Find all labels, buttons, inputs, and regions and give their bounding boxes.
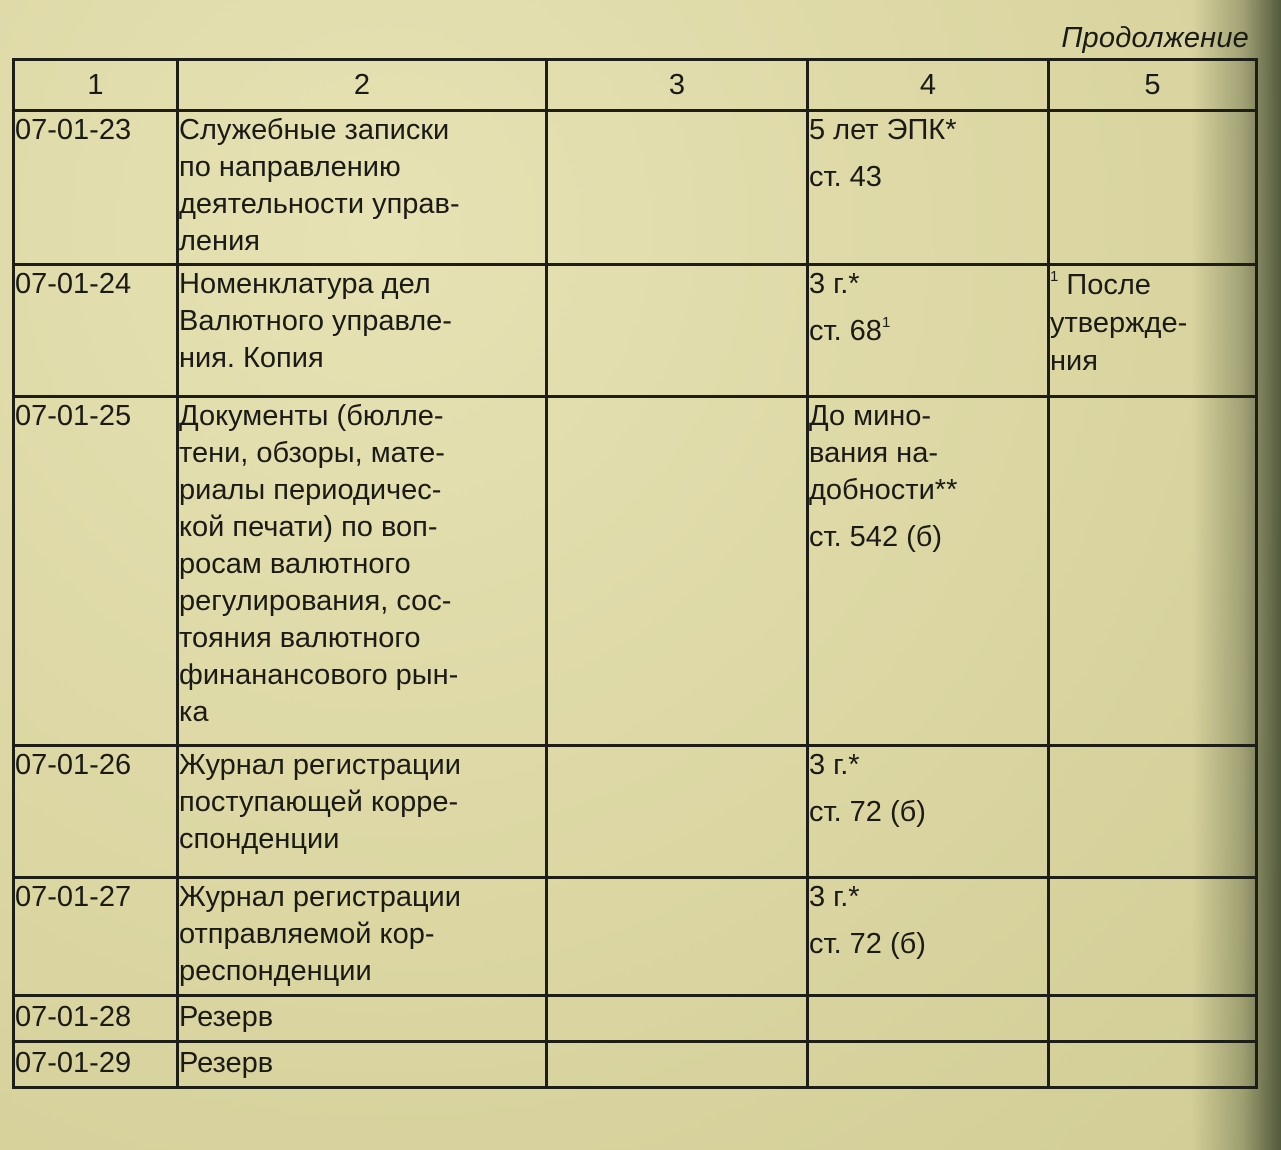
case-col3 — [547, 265, 808, 397]
case-title: Служебные записки по направлению деятельности управ- ления — [178, 111, 547, 265]
case-title: Номенклатура дел Валютного управле- ния. Копия — [178, 265, 547, 397]
case-col3 — [547, 111, 808, 265]
case-note — [1049, 996, 1257, 1042]
retention-article-line — [809, 313, 1047, 350]
case-note — [1049, 111, 1257, 265]
case-note — [1049, 746, 1257, 878]
retention-term: До мино- вания на- добности** — [809, 400, 958, 506]
case-note — [1049, 1042, 1257, 1088]
retention-term: 3 г.* — [809, 881, 860, 913]
case-index: 07-01-24 — [14, 265, 178, 397]
case-title: Резерв — [178, 996, 547, 1042]
retention-article: ст. 72 (б) — [809, 928, 926, 960]
table-row — [14, 746, 1257, 878]
article-footnote-mark: 1 — [881, 314, 891, 332]
column-header-5: 5 — [1049, 60, 1257, 111]
case-index: 07-01-27 — [14, 878, 178, 996]
table-row — [14, 397, 1257, 746]
retention-cell — [808, 996, 1049, 1042]
case-index: 07-01-29 — [14, 1042, 178, 1088]
table-row — [14, 111, 1257, 265]
case-note-cell — [1049, 265, 1257, 397]
nomenclature-table — [12, 58, 1258, 1089]
case-title: Журнал регистрации поступающей корре- спонденции — [178, 746, 547, 878]
column-number-row — [14, 60, 1257, 111]
case-col3 — [547, 1042, 808, 1088]
case-note: После утвержде- ния — [1050, 269, 1188, 377]
retention-article: ст. 43 — [809, 161, 882, 193]
retention-cell — [808, 878, 1049, 996]
retention-article: ст. 68 — [809, 315, 882, 347]
case-col3 — [547, 397, 808, 746]
note-footnote-mark: 1 — [1050, 268, 1059, 286]
case-note — [1049, 878, 1257, 996]
retention-cell — [808, 265, 1049, 397]
retention-article: ст. 72 (б) — [809, 796, 926, 828]
retention-article: ст. 542 (б) — [809, 521, 943, 553]
case-index: 07-01-23 — [14, 111, 178, 265]
retention-cell — [808, 397, 1049, 746]
retention-term: 3 г.* — [809, 268, 860, 300]
case-title: Документы (бюлле- тени, обзоры, мате- риалы периодичес- кой печати) по воп- росам валютного регулирования, сос- тояния валютного финанансового рын- ка — [178, 397, 547, 746]
case-index: 07-01-25 — [14, 397, 178, 746]
case-index: 07-01-28 — [14, 996, 178, 1042]
table-row — [14, 265, 1257, 397]
column-header-4: 4 — [808, 60, 1049, 111]
column-header-3: 3 — [547, 60, 808, 111]
table-row — [14, 878, 1257, 996]
retention-cell — [808, 746, 1049, 878]
case-title: Резерв — [178, 1042, 547, 1088]
case-col3 — [547, 996, 808, 1042]
table-row — [14, 996, 1257, 1042]
case-col3 — [547, 878, 808, 996]
table-row — [14, 1042, 1257, 1088]
retention-term: 3 г.* — [809, 749, 860, 781]
case-note — [1049, 397, 1257, 746]
retention-cell — [808, 1042, 1049, 1088]
column-header-2: 2 — [178, 60, 547, 111]
continuation-label: Продолжение — [1061, 22, 1249, 54]
case-title: Журнал регистрации отправляемой кор- респонденции — [178, 878, 547, 996]
case-col3 — [547, 746, 808, 878]
retention-cell — [808, 111, 1049, 265]
column-header-1: 1 — [14, 60, 178, 111]
retention-term: 5 лет ЭПК* — [809, 114, 957, 146]
case-index: 07-01-26 — [14, 746, 178, 878]
